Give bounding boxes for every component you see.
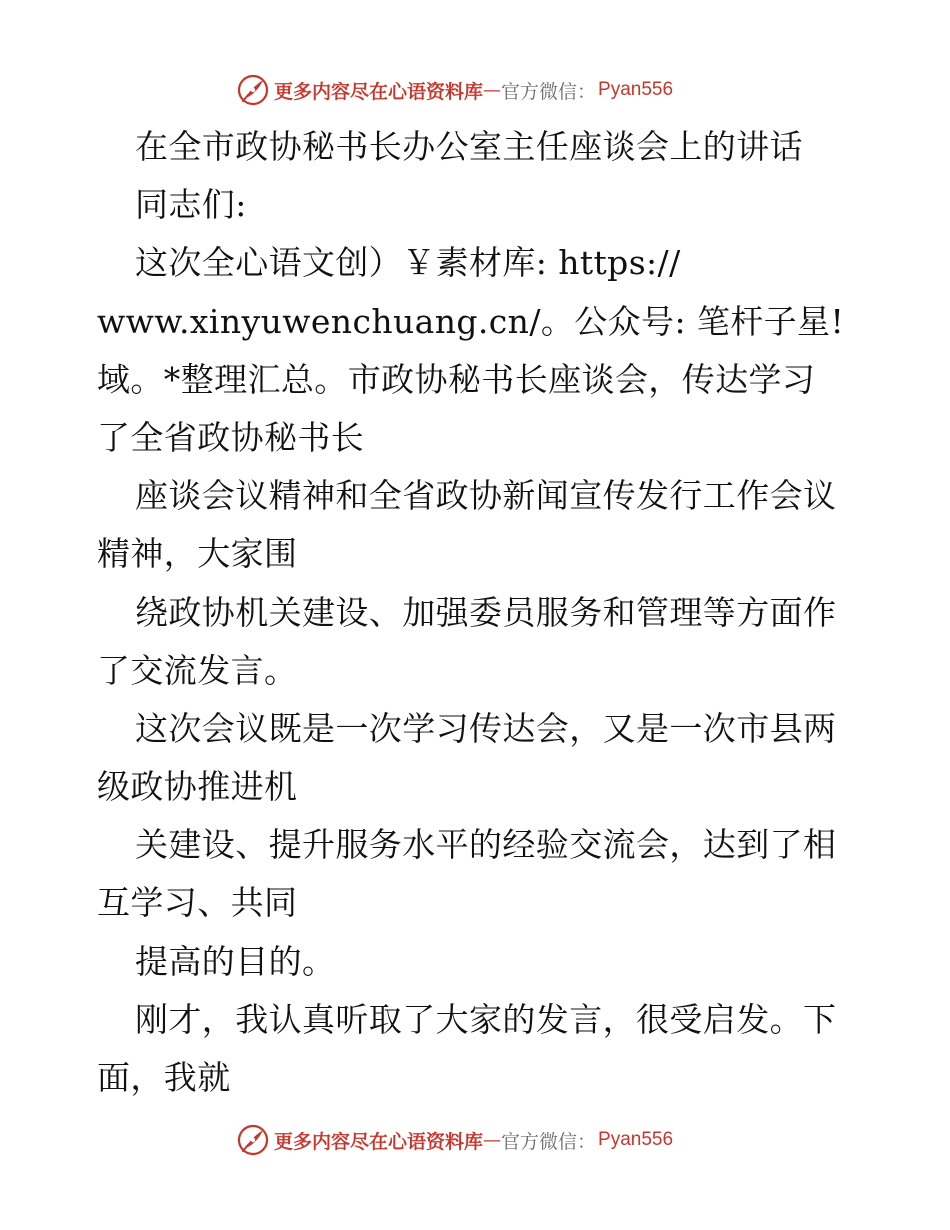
banner-sub-text: 官方微信： — [501, 80, 597, 103]
footer-banner — [236, 1122, 673, 1158]
text-line: 绕政协机关建设、加强委员服务和管理等方面作 — [135, 592, 837, 632]
banner-main-text: 更多内容尽在心语资料库 — [274, 80, 484, 103]
text-line: www.xinyuwenchuang.cn/。公众号: 笔杆子星! — [97, 301, 845, 341]
text-line: 这次全心语文创）￥素材库: https:// — [135, 243, 681, 283]
text-line: 了交流发言。 — [97, 650, 298, 690]
text-line: 面，我就 — [97, 1058, 231, 1097]
text-line: 同志们: — [135, 185, 247, 225]
text-line: 关建设、提升服务水平的经验交流会，达到了相 — [135, 825, 837, 865]
quill-pen-logo-icon — [236, 73, 270, 107]
text-line: 座谈会议精神和全省政协新闻宣传发行工作会议 — [135, 476, 837, 516]
banner-wechat-id: Pyan556 — [598, 79, 674, 100]
text-line: 级政协推进机 — [97, 767, 298, 807]
text-line: 域。*整理汇总。市政协秘书长座谈会，传达学习 — [97, 359, 816, 399]
document-body — [97, 118, 867, 1107]
document-title: 在全市政协秘书长办公室主任座谈会上的讲话 — [135, 127, 803, 166]
banner-sub-text: 官方微信： — [501, 1130, 597, 1153]
text-line: 精神，大家围 — [97, 534, 298, 574]
banner-dash: — — [483, 79, 502, 101]
text-line: 互学习、共同 — [97, 883, 298, 923]
text-line: 了全省政协秘书长 — [97, 417, 365, 457]
banner-main-text: 更多内容尽在心语资料库 — [274, 1130, 484, 1153]
text-line: 这次会议既是一次学习传达会，又是一次市县两 — [135, 708, 837, 748]
header-banner — [236, 72, 673, 108]
text-line: 刚才，我认真听取了大家的发言，很受启发。下 — [135, 999, 837, 1039]
text-line: 提高的目的。 — [135, 941, 336, 981]
banner-wechat-id: Pyan556 — [598, 1129, 674, 1150]
quill-pen-logo-icon — [236, 1123, 270, 1157]
banner-dash: — — [483, 1129, 502, 1151]
